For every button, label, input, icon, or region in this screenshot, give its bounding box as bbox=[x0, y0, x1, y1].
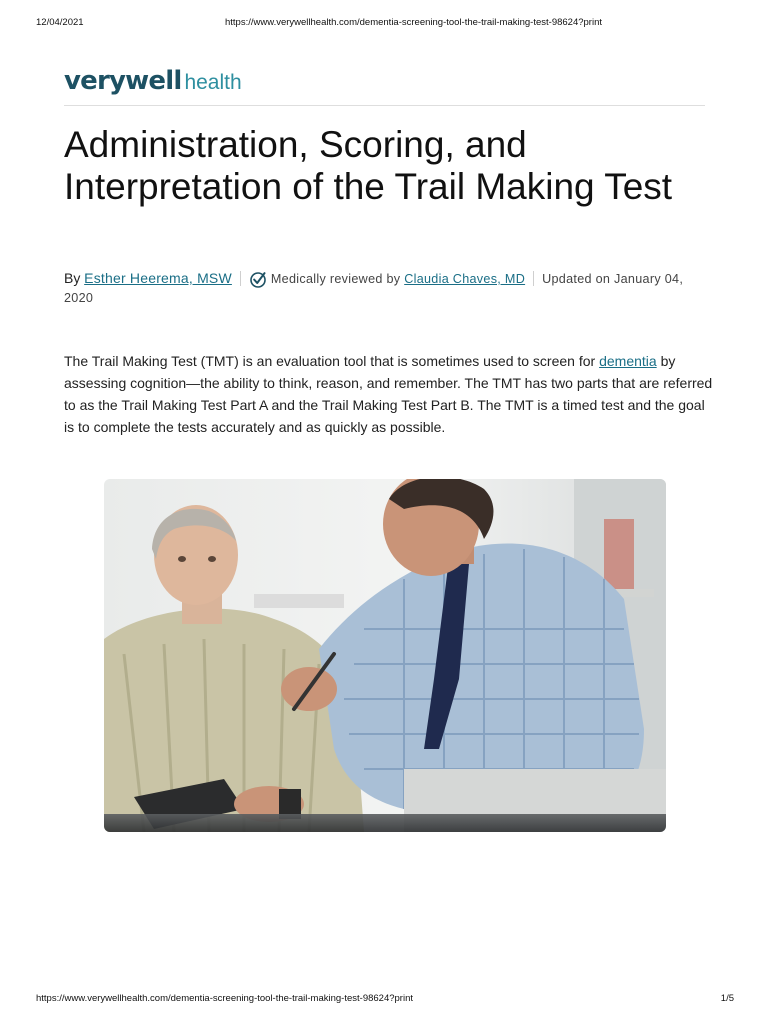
logo-brand: verywell bbox=[64, 66, 182, 96]
byline-separator bbox=[240, 271, 241, 286]
intro-text-1: The Trail Making Test (TMT) is an evaluation tool that is sometimes used to screen for bbox=[64, 353, 596, 369]
updated-date: Updated on January 04, 2020 bbox=[64, 272, 684, 305]
author-link[interactable]: Esther Heerema, MSW bbox=[84, 270, 232, 286]
header-divider bbox=[64, 105, 705, 106]
dementia-link[interactable]: dementia bbox=[599, 353, 657, 369]
byline bbox=[64, 269, 704, 308]
intro-text-2: by assessing cognition—the ability to think, reason, and remember. The TMT has two parts that are referred to as the Trail Making Test Part A and the Trail Making Test Part B. The TMT is a timed test and the goal is to complete the tests accurately and as quickly as possible. bbox=[64, 353, 713, 435]
print-url: https://www.verywellhealth.com/dementia-screening-tool-the-trail-making-test-98624?print bbox=[225, 17, 602, 28]
logo-sub: health bbox=[184, 71, 242, 94]
intro-paragraph bbox=[64, 350, 714, 438]
print-footer bbox=[0, 993, 768, 1007]
article-title: Administration, Scoring, and Interpretation of the Trail Making Test bbox=[64, 124, 673, 207]
reviewer-link[interactable]: Claudia Chaves, MD bbox=[404, 272, 526, 286]
page-number: 1/5 bbox=[720, 993, 734, 1004]
footer-url: https://www.verywellhealth.com/dementia-screening-tool-the-trail-making-test-98624?print bbox=[36, 993, 413, 1004]
reviewed-prefix: Medically reviewed by bbox=[270, 272, 401, 286]
photo-illustration bbox=[104, 479, 666, 832]
print-header bbox=[0, 17, 768, 31]
check-badge-icon bbox=[249, 270, 267, 288]
print-date: 12/04/2021 bbox=[36, 17, 84, 28]
byline-by: By bbox=[64, 270, 81, 286]
article-photo bbox=[104, 479, 666, 832]
byline-separator bbox=[533, 271, 534, 286]
site-logo[interactable] bbox=[64, 66, 242, 96]
